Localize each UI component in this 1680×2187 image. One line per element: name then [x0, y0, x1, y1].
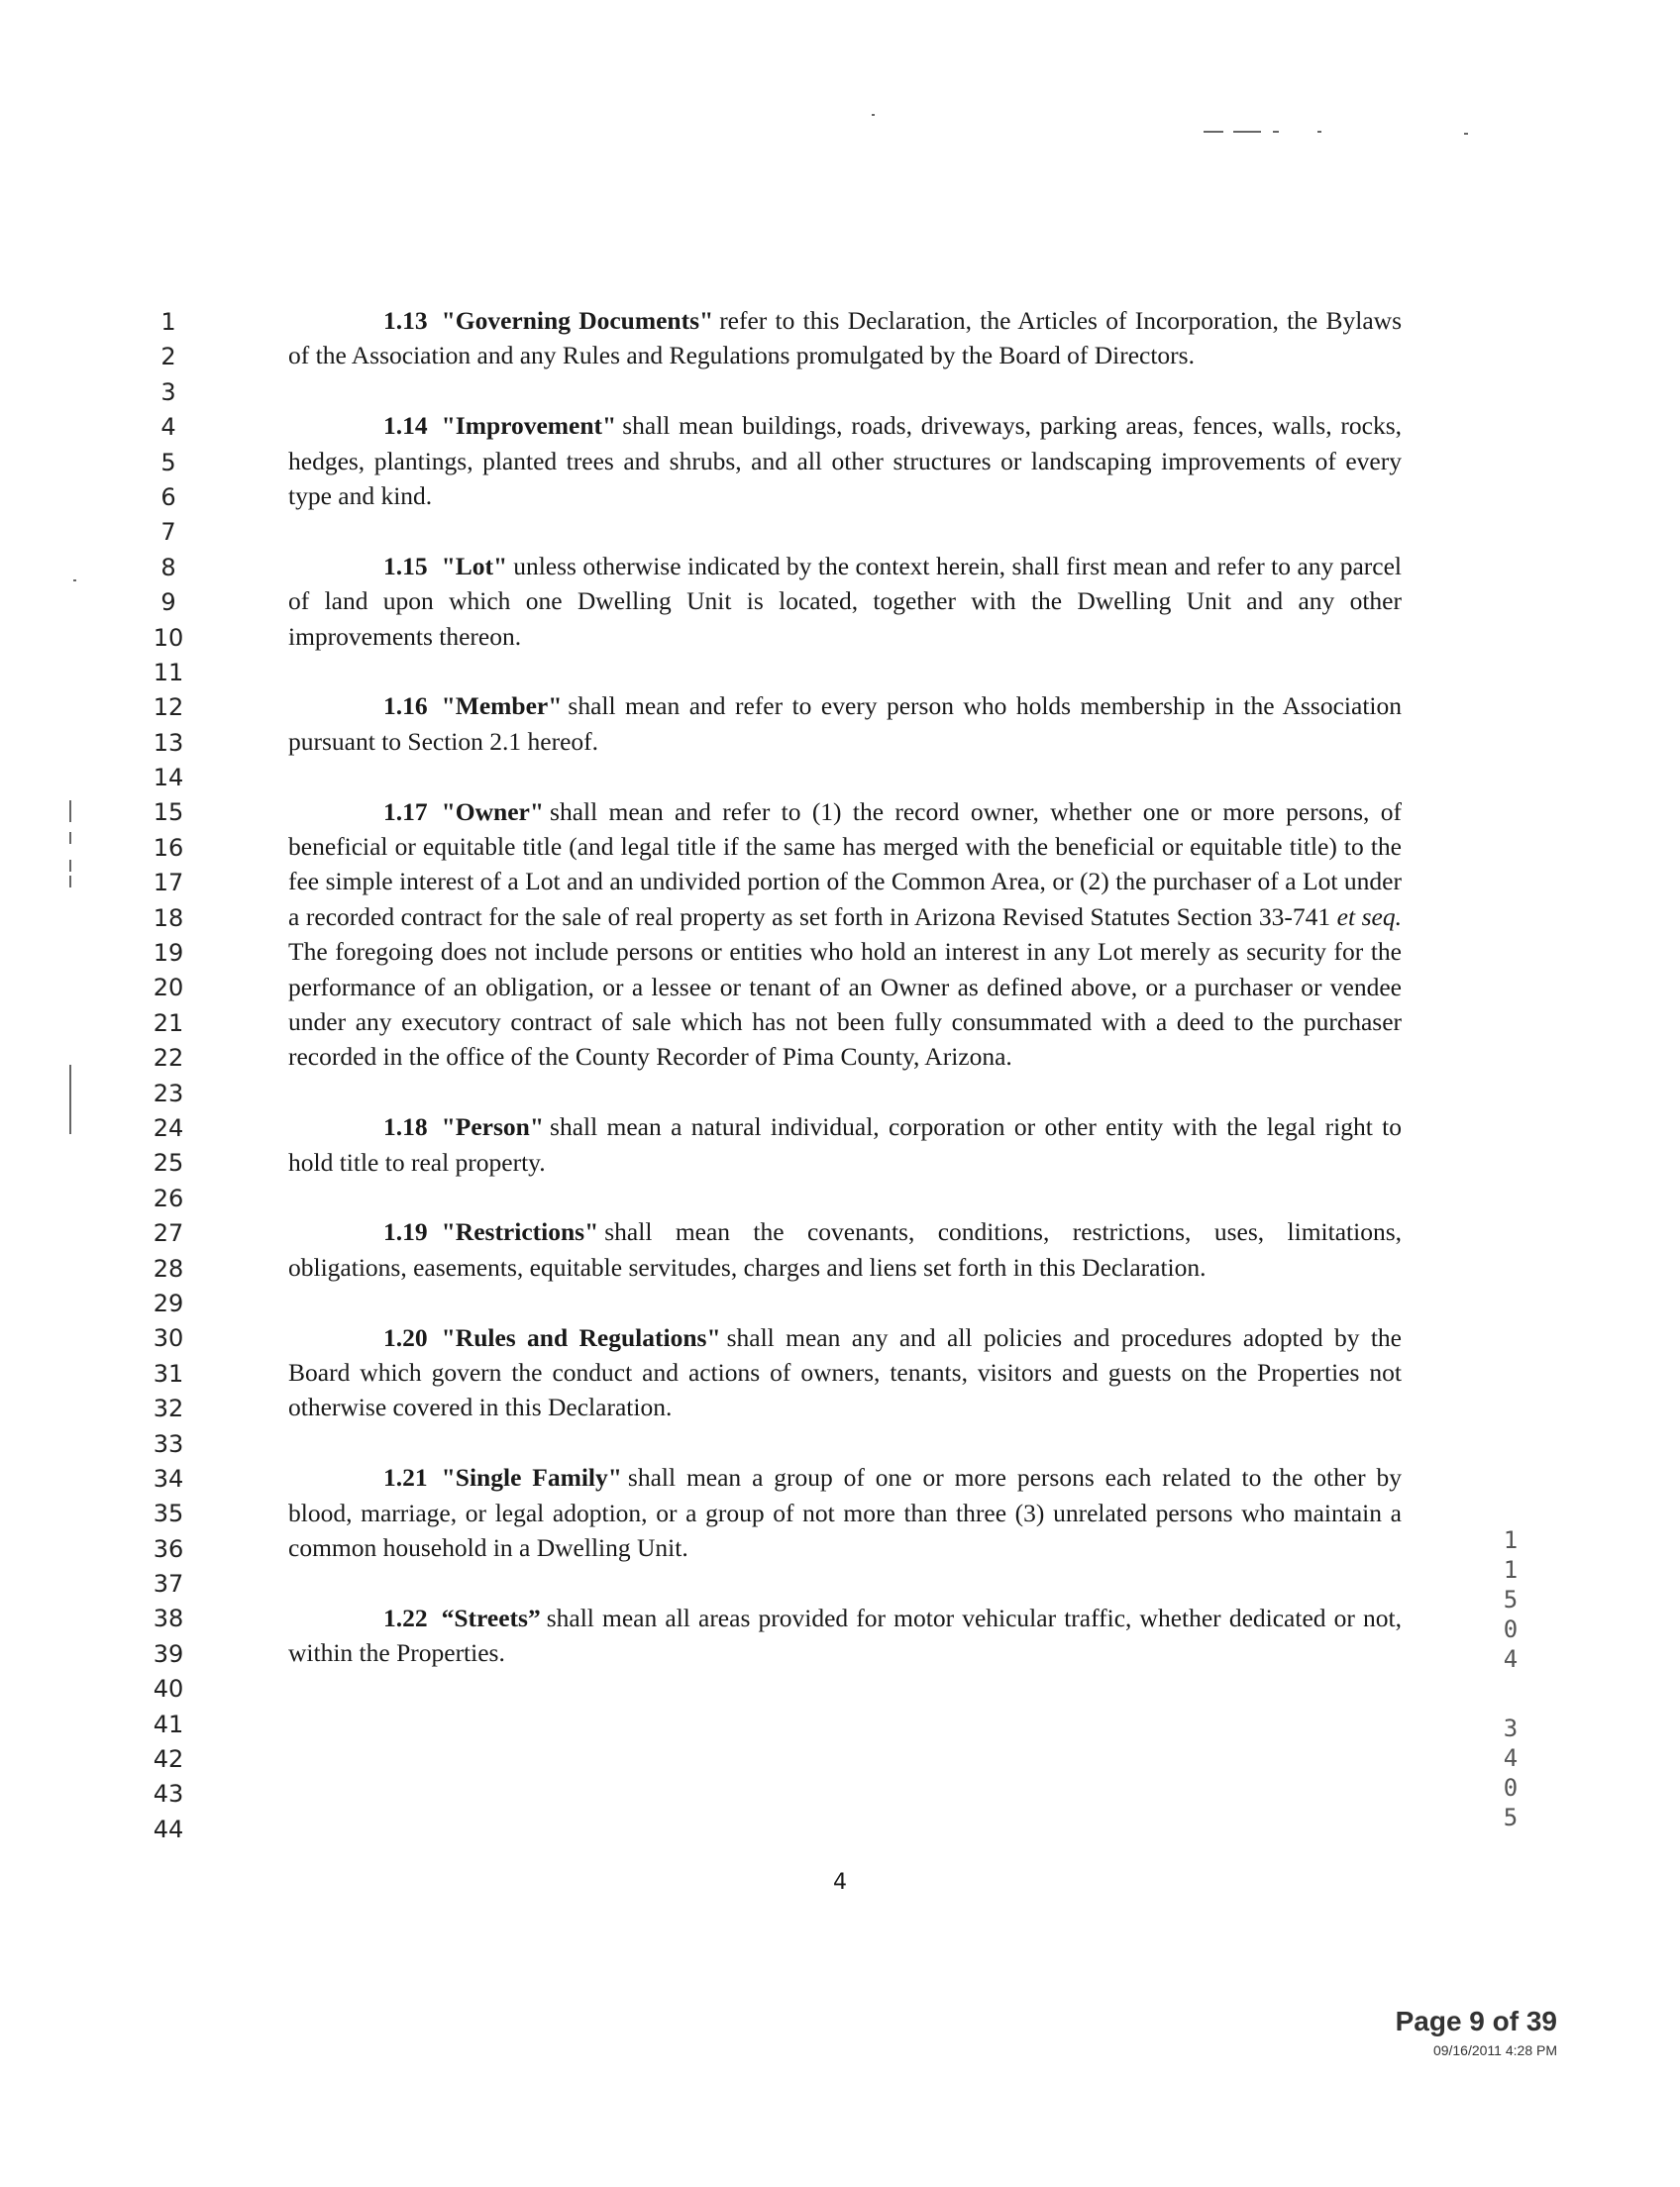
scan-artifact [69, 860, 71, 872]
line-number: 18 [153, 903, 184, 932]
definition-paragraph [288, 408, 1402, 513]
line-number: 3 [160, 377, 176, 406]
line-number: 32 [153, 1395, 184, 1423]
document-body [288, 303, 1402, 1706]
line-number: 7 [160, 518, 176, 547]
section-number: 1.15 [383, 551, 428, 580]
line-number: 36 [153, 1534, 184, 1563]
line-number: 26 [153, 1184, 184, 1212]
footer-page-label: Page 9 of 39 [1395, 2006, 1557, 2036]
line-number: 31 [153, 1359, 184, 1388]
line-number: 9 [160, 588, 176, 617]
footer-timestamp: 09/16/2011 4:28 PM [1432, 2042, 1557, 2058]
section-number: 1.16 [383, 691, 428, 721]
line-number: 22 [153, 1044, 184, 1073]
defined-term: "Governing Documents" [441, 306, 714, 335]
line-number: 1 [160, 308, 176, 336]
defined-term: "Rules and Regulations" [441, 1322, 721, 1352]
docket-digit: 0 [1503, 1774, 1519, 1802]
defined-term: “Streets” [441, 1603, 541, 1632]
docket-digit: 3 [1503, 1715, 1519, 1742]
definition-paragraph [288, 1601, 1402, 1671]
line-number: 43 [153, 1780, 184, 1809]
scan-artifact [69, 832, 71, 844]
section-number: 1.14 [383, 411, 428, 441]
definition-text: shall mean a group of one or more persons each related to the other by blood, marriage, or legal adoption, or a group of not more than three (3) unrelated persons who maintain a common household in a Dwelling Unit. [288, 1463, 1403, 1563]
scan-artifact [1464, 133, 1468, 135]
line-number: 29 [153, 1289, 184, 1317]
line-number: 16 [153, 833, 184, 862]
line-number: 37 [153, 1570, 184, 1599]
defined-term: "Improvement" [441, 411, 617, 441]
section-number: 1.17 [383, 796, 428, 826]
line-number: 23 [153, 1079, 184, 1107]
scan-artifact [1317, 131, 1321, 133]
defined-term: "Restrictions" [441, 1217, 599, 1247]
defined-term: "Owner" [441, 796, 545, 826]
line-number: 42 [153, 1745, 184, 1774]
docket-digit: 0 [1503, 1615, 1519, 1643]
scan-artifact [1233, 131, 1261, 133]
italic-citation: et seq. [1336, 901, 1402, 931]
definition-paragraph [288, 794, 1402, 1075]
defined-term: "Member" [441, 691, 563, 721]
line-number: 24 [153, 1113, 184, 1142]
section-number: 1.21 [383, 1463, 428, 1493]
line-number: 35 [153, 1500, 184, 1528]
line-number: 15 [153, 798, 184, 827]
docket-digit: 5 [1503, 1586, 1519, 1614]
definition-paragraph [288, 1460, 1402, 1565]
line-number: 10 [153, 623, 184, 652]
docket-digit: 4 [1503, 1645, 1519, 1673]
line-number: 38 [153, 1605, 184, 1633]
definition-paragraph [288, 1214, 1402, 1285]
line-number: 8 [160, 553, 176, 581]
docket-digit: 1 [1503, 1526, 1519, 1554]
docket-digit: 4 [1503, 1744, 1519, 1772]
line-number: 4 [160, 413, 176, 442]
line-number: 14 [153, 764, 184, 792]
docket-gap [1491, 1674, 1530, 1714]
definition-text: shall mean and refer to every person who holds membership in the Association pursuant to Section 2.1 hereof. [288, 691, 1402, 756]
definition-paragraph [288, 303, 1402, 373]
line-number: 41 [153, 1710, 184, 1738]
line-number-column [139, 305, 198, 1847]
scan-artifact [1204, 131, 1223, 133]
line-number: 34 [153, 1464, 184, 1493]
definition-paragraph [288, 1109, 1402, 1180]
definition-paragraph [288, 1320, 1402, 1425]
line-number: 25 [153, 1149, 184, 1178]
scan-artifact [69, 800, 71, 822]
definition-text: shall mean a natural individual, corporation or other entity with the legal right to hold title to real property. [288, 1112, 1402, 1177]
line-number: 20 [153, 974, 184, 1002]
scan-artifact [872, 114, 875, 116]
line-number: 17 [153, 869, 184, 897]
scan-artifact [69, 1065, 71, 1134]
definition-text: shall mean the covenants, conditions, restrictions, uses, limitations, obligations, easements, equitable servitudes, charges and liens set forth in this Declaration. [288, 1217, 1402, 1282]
defined-term: "Person" [441, 1112, 545, 1142]
line-number: 44 [153, 1815, 184, 1843]
definition-text-continued: The foregoing does not include persons or entities who hold an interest in any Lot merely as security for the performance of an obligation, or a lessee or tenant of an Owner as defined above, or a purchaser or vendee under any executory contract of sale which has not been fully consummated with a deed to the purchaser recorded in the office of the County Recorder of Pima County, Arizona. [288, 937, 1402, 1072]
line-number: 12 [153, 693, 184, 722]
section-number: 1.20 [383, 1322, 428, 1352]
line-number: 28 [153, 1254, 184, 1283]
line-number: 39 [153, 1639, 184, 1668]
definition-paragraph [288, 688, 1402, 759]
scan-artifact [69, 876, 71, 887]
section-number: 1.19 [383, 1217, 428, 1247]
side-docket-number [1491, 1525, 1530, 1852]
line-number: 6 [160, 482, 176, 511]
scan-artifact [1273, 131, 1279, 133]
definition-text: shall mean buildings, roads, driveways, parking areas, fences, walls, rocks, hedges, plantings, planted trees and shrubs, and all other structures or landscaping improvements of every type and kind. [288, 411, 1402, 511]
section-number: 1.18 [383, 1112, 428, 1142]
line-number: 21 [153, 1008, 184, 1037]
definition-text: refer to this Declaration, the Articles of Incorporation, the Bylaws of the Association and any Rules and Regulations promulgated by the Board of Directors. [288, 306, 1402, 370]
scan-artifact [73, 579, 76, 581]
docket-digit: 5 [1503, 1804, 1519, 1831]
line-number: 40 [153, 1675, 184, 1704]
definition-paragraph [288, 549, 1402, 654]
docket-digit: 1 [1503, 1556, 1519, 1584]
line-number: 33 [153, 1429, 184, 1458]
line-number: 19 [153, 939, 184, 968]
line-number: 27 [153, 1219, 184, 1248]
line-number: 2 [160, 343, 176, 371]
defined-term: "Single Family" [441, 1463, 622, 1493]
line-number: 5 [160, 448, 176, 476]
line-number: 11 [153, 658, 184, 686]
section-number: 1.13 [383, 306, 428, 335]
page-number: 4 [833, 1870, 847, 1895]
defined-term: "Lot" [441, 551, 508, 580]
line-number: 13 [153, 728, 184, 757]
line-number: 30 [153, 1324, 184, 1353]
definition-text: shall mean all areas provided for motor vehicular traffic, whether dedicated or not, within the Properties. [288, 1603, 1402, 1668]
definition-text: shall mean any and all policies and procedures adopted by the Board which govern the conduct and actions of owners, tenants, visitors and guests on the Properties not otherwise covered in this Declaration. [288, 1322, 1402, 1422]
definition-text: shall mean and refer to (1) the record owner, whether one or more persons, of beneficial or equitable title (and legal title if the same has merged with the beneficial or equitable title) to the fee simple interest of a Lot and an undivided portion of the Common Area, or (2) the purchaser of a Lot under a recorded contract for the sale of real property as set forth in Arizona Revised Statutes Section 33-741 [288, 796, 1402, 931]
section-number: 1.22 [383, 1603, 428, 1632]
definition-text: unless otherwise indicated by the context herein, shall first mean and refer to any parcel of land upon which one Dwelling Unit is located, together with the Dwelling Unit and any other improvements thereon. [288, 551, 1402, 651]
